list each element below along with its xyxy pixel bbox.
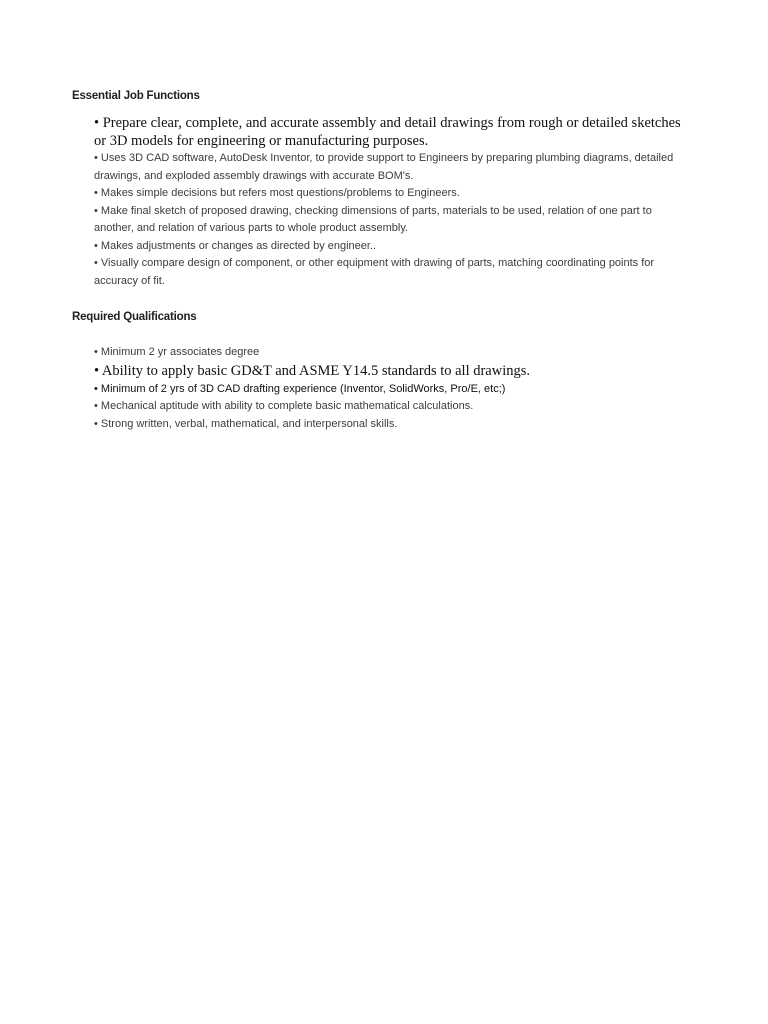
list-item: • Minimum of 2 yrs of 3D CAD drafting experience (Inventor, SolidWorks, Pro/E, etc;) [94, 382, 506, 395]
list-item: • Strong written, verbal, mathematical, and interpersonal skills. [94, 417, 398, 430]
required-qualifications-heading: Required Qualifications [72, 311, 197, 323]
list-item: • Uses 3D CAD software, AutoDesk Inventor, to provide support to Engineers by preparing plumbing diagrams, detailed drawings, and exploded assembly drawings with accurate BOM's. [94, 152, 674, 182]
list-item: • Makes adjustments or changes as directed by engineer.. [94, 239, 377, 252]
required-qualifications-list [94, 344, 694, 433]
list-item: • Ability to apply basic GD&T and ASME Y14.5 standards to all drawings. [94, 362, 531, 379]
list-item: • Visually compare design of component, or other equipment with drawing of parts, matching coordinating points for accuracy of fit. [94, 257, 655, 287]
list-item: • Make final sketch of proposed drawing, checking dimensions of parts, materials to be used, relation of one part to another, and relation of various parts to whole product assembly. [94, 204, 652, 234]
essential-job-functions-list [94, 115, 694, 290]
list-item: • Mechanical aptitude with ability to complete basic mathematical calculations. [94, 400, 474, 412]
essential-job-functions-heading: Essential Job Functions [72, 90, 200, 102]
list-item: • Makes simple decisions but refers most questions/problems to Engineers. [94, 187, 460, 199]
list-item: • Minimum 2 yr associates degree [94, 346, 260, 358]
list-item: • Prepare clear, complete, and accurate assembly and detail drawings from rough or detailed sketches or 3D models for engineering or manufacturing purposes. [94, 115, 681, 149]
